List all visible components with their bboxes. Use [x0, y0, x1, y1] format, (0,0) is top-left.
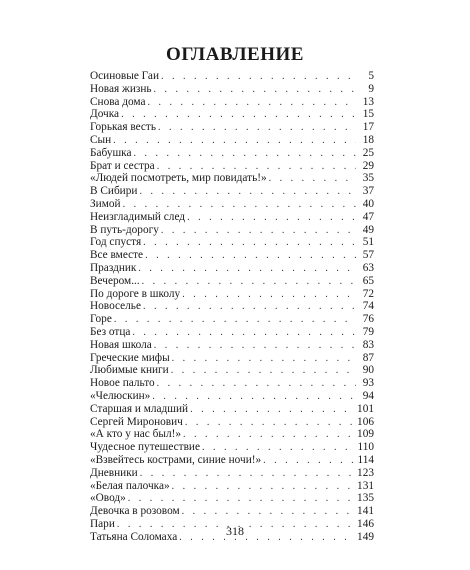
- toc-entry-page: 13: [362, 95, 374, 108]
- dot-leader: [154, 84, 356, 97]
- toc-entry-title: Снова дома: [90, 95, 146, 108]
- toc-entry: [90, 416, 374, 429]
- toc-entry: [90, 467, 374, 480]
- toc-entry: [90, 121, 374, 134]
- toc-entry-page: 17: [362, 121, 374, 134]
- toc-entry: [90, 339, 374, 352]
- toc-entry-page: 149: [357, 530, 374, 543]
- toc-entry-page: 93: [362, 377, 374, 390]
- toc-entry-page: 74: [362, 300, 374, 313]
- toc-entry: [90, 313, 374, 326]
- toc-entry-title: Дневники: [90, 466, 138, 479]
- toc-entry-title: «Челюскин»: [90, 389, 151, 402]
- toc-entry-page: 76: [362, 313, 374, 326]
- toc-entry-page: 123: [357, 466, 374, 479]
- toc-entry-page: 47: [362, 210, 374, 223]
- toc-entry-page: 40: [362, 197, 374, 210]
- toc-entry-page: 72: [362, 287, 374, 300]
- toc-entry-title: Все вместе: [90, 249, 144, 262]
- toc-entry-title: Праздник: [90, 261, 137, 274]
- dot-leader: [132, 327, 356, 340]
- dot-leader: [138, 263, 356, 276]
- toc-entry-title: По дороге в школу: [90, 287, 181, 300]
- toc-entry-title: Любимые книги: [90, 364, 169, 377]
- toc-entry-title: Старшая и младший: [90, 402, 189, 415]
- toc-entry-page: 29: [362, 159, 374, 172]
- toc-entry-page: 109: [357, 428, 374, 441]
- toc-entry: [90, 108, 374, 121]
- toc-entry-page: 146: [357, 517, 374, 530]
- dot-leader: [161, 71, 356, 84]
- dot-leader: [148, 97, 356, 110]
- toc-entry-title: В Сибири: [90, 185, 138, 198]
- toc-entry-title: Горе: [90, 313, 112, 326]
- toc-entry-title: Греческие мифы: [90, 351, 170, 364]
- toc-entry-title: Неизгладимый след: [90, 210, 186, 223]
- toc-entry-title: Девочка в розовом: [90, 505, 180, 518]
- toc-entry-page: 83: [362, 338, 374, 351]
- dot-leader: [171, 365, 356, 378]
- toc-entry-title: «Овод»: [90, 492, 126, 505]
- toc-entry: [90, 505, 374, 518]
- dot-leader: [190, 404, 355, 417]
- toc-entry: [90, 377, 374, 390]
- toc-entry-page: 5: [368, 70, 374, 82]
- toc-entry: [90, 403, 374, 416]
- toc-entry-page: 135: [357, 492, 374, 505]
- dot-leader: [269, 173, 356, 186]
- dot-leader: [263, 455, 355, 468]
- dot-leader: [114, 314, 356, 327]
- toc-entry: [90, 428, 374, 441]
- dot-leader: [145, 250, 356, 263]
- toc-entry-title: «Взвейтесь кострами, синие ночи!»: [90, 453, 262, 466]
- dot-leader: [172, 353, 356, 366]
- toc-entry-title: В путь-дорогу: [90, 223, 159, 236]
- toc-entry-title: Бабушка: [90, 146, 132, 159]
- toc-entry-title: Горькая весть: [90, 121, 157, 134]
- toc-entry: [90, 224, 374, 237]
- dot-leader: [134, 148, 357, 161]
- dot-leader: [161, 225, 356, 238]
- toc-entry-page: 101: [357, 402, 374, 415]
- toc-entry-title: Новоселье: [90, 300, 141, 313]
- dot-leader: [172, 481, 355, 494]
- toc-entry: [90, 249, 374, 262]
- toc-entry-page: 57: [362, 249, 374, 262]
- toc-entry: [90, 454, 374, 467]
- table-of-contents: [90, 70, 374, 543]
- toc-entry: [90, 211, 374, 224]
- dot-leader: [185, 417, 355, 430]
- dot-leader: [182, 506, 355, 519]
- toc-entry: [90, 390, 374, 403]
- toc-entry: [90, 326, 374, 339]
- dot-leader: [140, 468, 355, 481]
- toc-entry-title: «А кто у нас был!»: [90, 428, 181, 441]
- toc-entry: [90, 185, 374, 198]
- toc-entry-title: Татьяна Соломаха: [90, 530, 178, 543]
- toc-entry-page: 94: [362, 389, 374, 402]
- toc-entry: [90, 172, 374, 185]
- toc-entry-title: Сын: [90, 133, 112, 146]
- toc-entry-page: 90: [362, 364, 374, 377]
- toc-entry-page: 63: [362, 261, 374, 274]
- toc-entry: [90, 160, 374, 173]
- toc-entry: [90, 352, 374, 365]
- dot-leader: [157, 378, 356, 391]
- toc-entry-title: Новая жизнь: [90, 82, 152, 95]
- toc-entry: [90, 300, 374, 313]
- toc-entry: [90, 492, 374, 505]
- dot-leader: [183, 429, 355, 442]
- toc-entry-page: 141: [357, 505, 374, 518]
- toc-entry: [90, 198, 374, 211]
- toc-entry: [90, 236, 374, 249]
- toc-entry-page: 114: [357, 453, 374, 466]
- dot-leader: [187, 212, 356, 225]
- toc-entry-page: 25: [362, 146, 374, 159]
- toc-entry-page: 9: [368, 82, 374, 95]
- toc-entry-title: Новое пальто: [90, 377, 155, 390]
- toc-entry: [90, 262, 374, 275]
- toc-entry: [90, 364, 374, 377]
- toc-entry-title: «Белая палочка»: [90, 479, 170, 492]
- dot-leader: [143, 301, 356, 314]
- dot-leader: [182, 289, 356, 302]
- toc-entry-page: 18: [362, 133, 374, 146]
- toc-entry-page: 87: [362, 351, 374, 364]
- toc-entry-page: 106: [357, 415, 374, 428]
- toc-entry-title: Чудесное путешествие: [90, 441, 200, 454]
- dot-leader: [158, 122, 356, 135]
- toc-entry-page: 35: [362, 172, 374, 185]
- dot-leader: [113, 135, 356, 148]
- dot-leader: [139, 186, 356, 199]
- toc-entry-page: 49: [362, 223, 374, 236]
- toc-entry-page: 110: [357, 441, 374, 454]
- toc-entry: [90, 134, 374, 147]
- toc-entry: [90, 441, 374, 454]
- toc-entry-page: 37: [362, 185, 374, 198]
- toc-entry-title: Без отца: [90, 325, 131, 338]
- dot-leader: [154, 340, 356, 353]
- toc-entry: [90, 96, 374, 109]
- toc-entry-title: Зимой: [90, 197, 121, 210]
- toc-entry-page: 65: [362, 274, 374, 287]
- toc-entry-title: Пари: [90, 517, 115, 530]
- page-number: 318: [226, 524, 244, 538]
- dot-leader: [143, 237, 356, 250]
- toc-entry-page: 51: [362, 236, 374, 249]
- toc-entry: [90, 147, 374, 160]
- toc-entry-title: «Людей посмотреть, мир повидать!»: [90, 172, 267, 185]
- toc-entry-title: Вечером...: [90, 274, 140, 287]
- toc-entry-title: Брат и сестра: [90, 159, 155, 172]
- page-title: ОГЛАВЛЕНИЕ: [166, 44, 304, 65]
- toc-entry-page: 15: [362, 108, 374, 121]
- toc-entry: [90, 288, 374, 301]
- toc-entry: [90, 480, 374, 493]
- toc-entry-page: 131: [357, 479, 374, 492]
- toc-entry-page: 79: [362, 325, 374, 338]
- toc-entry: [90, 83, 374, 96]
- toc-entry: [90, 70, 374, 83]
- toc-entry: [90, 275, 374, 288]
- toc-entry-title: Сергей Миронович: [90, 415, 183, 428]
- toc-entry-title: Новая школа: [90, 338, 152, 351]
- toc-entry-title: Дочка: [90, 108, 120, 121]
- toc-entry-title: Год спустя: [90, 236, 142, 249]
- toc-entry-title: Осиновые Гаи: [90, 70, 159, 82]
